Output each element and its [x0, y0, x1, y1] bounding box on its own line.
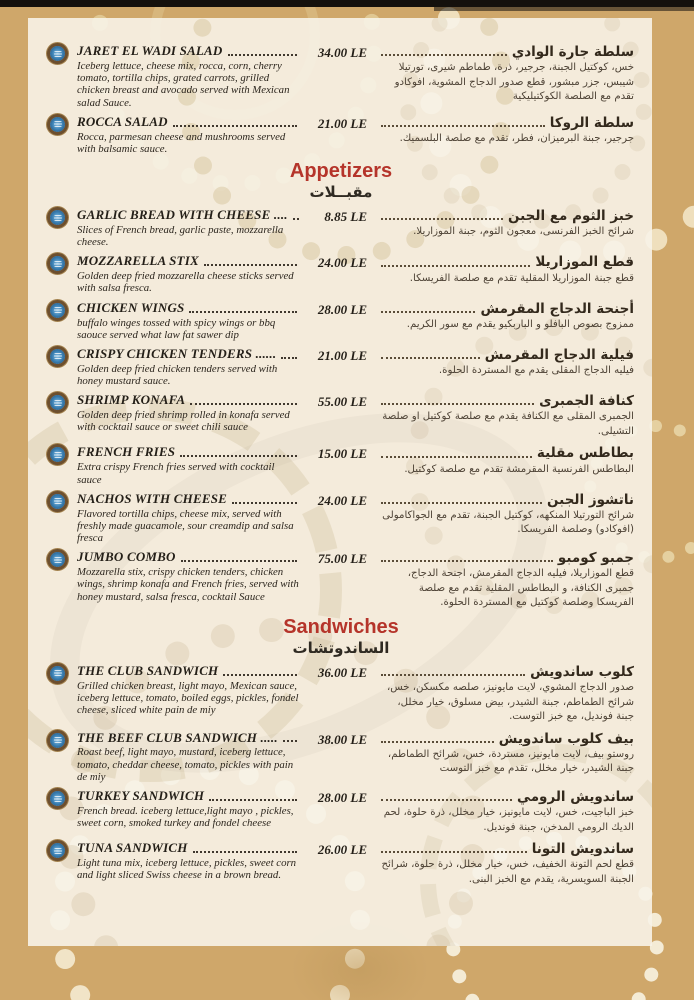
item-title-row — [77, 393, 299, 408]
menu-content — [40, 44, 642, 887]
item-desc-en: Flavored tortilla chips, cheese mix, served with freshly made guacamole, sour creamdip and salsa fresca — [77, 507, 294, 545]
item-title-en: THE BEEF CLUB SANDWICH ..... — [77, 729, 278, 745]
item-title-row — [77, 254, 299, 269]
item-desc-ar: خس، كوكتيل الجبنة، جرجير، ذرة، طماطم شيرى، تورتيلا شيبس، جزر مبشور، قطع صدور الدجاج المشوية، افوكادو تقدم مع الصلصة الكوكتيليكية — [394, 62, 634, 103]
dot-leader — [381, 265, 530, 267]
item-arabic-block — [369, 664, 642, 725]
dot-leader — [180, 455, 297, 457]
item-arabic-block — [369, 347, 642, 379]
brand-medallion-icon — [50, 791, 65, 806]
item-title-row — [379, 492, 634, 508]
item-title-en: FRENCH FRIES — [77, 444, 176, 460]
item-price: 8.85 LE — [324, 209, 367, 224]
dot-leader — [181, 560, 297, 562]
item-desc-en: Grilled chicken breast, light mayo, Mexican sauce, iceberg lettuce, tomato, boiled eggs, pickles, fondel cheese, sliced white pain de miy — [77, 679, 299, 717]
item-desc-ar: شرائح التورتيلا المنكهه، كوكتيل الجبنة، تقدم مع الجواكامولى (افوكادو) وصلصة الفريسكا. — [382, 509, 634, 536]
item-desc-ar: فيليه الدجاج المقلى يقدم مع المستردة الحلوة. — [438, 365, 634, 377]
menu-item — [40, 393, 642, 439]
dot-leader — [381, 311, 475, 313]
item-desc-en: Roast beef, light mayo, mustard, iceberg lettuce, tomato, cheddar cheese, tomato, pickles with pain de miy — [77, 746, 294, 783]
item-title-en: THE CLUB SANDWICH — [77, 662, 219, 678]
item-desc-en: Mozzarella stix, crispy chicken tenders, chicken wings, shrimp konafa and French fries, served with honey mustard, salsa fresca, cocktail Sauce — [77, 566, 299, 603]
item-title-row — [77, 492, 299, 507]
medallion-detail — [54, 215, 62, 221]
item-title-row — [379, 841, 634, 857]
item-title-en: MOZZARELLA STIX — [77, 253, 199, 269]
menu-paper — [28, 18, 652, 946]
item-title-row — [379, 208, 634, 224]
item-english-block — [77, 208, 299, 248]
item-title-row — [77, 841, 299, 856]
brand-medallion-icon — [50, 46, 65, 61]
dot-leader — [381, 674, 525, 676]
item-title-row — [379, 550, 634, 566]
menu-item — [40, 44, 642, 109]
menu-item — [40, 664, 642, 725]
item-price: 15.00 LE — [317, 446, 367, 462]
item-title-ar: ناتشوز الجبن — [547, 491, 634, 508]
menu-item — [40, 841, 642, 887]
item-english-block — [77, 789, 299, 829]
item-arabic-block — [369, 550, 642, 611]
section-header-sandwiches — [40, 617, 642, 657]
brand-medallion-icon — [50, 447, 65, 462]
brand-medallion-icon — [50, 843, 65, 858]
scan-edge-shadow — [434, 7, 694, 11]
item-title-row — [379, 301, 634, 317]
medallion-detail — [54, 498, 62, 504]
item-title-row — [379, 664, 634, 680]
item-title-ar: سلطة جارة الوادي — [511, 44, 634, 60]
item-title-en: NACHOS WITH CHEESE — [77, 490, 228, 506]
item-desc-en: buffalo winges tossed with spicy wings or bbq saouce served what law fat sawer dip — [77, 316, 276, 341]
item-title-row — [77, 115, 299, 130]
brand-medallion-icon — [50, 303, 65, 318]
item-title-ar: ساندويش التونا — [531, 841, 634, 858]
item-title-row — [379, 115, 634, 131]
item-title-row — [379, 445, 634, 461]
item-title-row — [77, 731, 299, 746]
medallion-detail — [54, 353, 62, 359]
dot-leader — [193, 851, 297, 853]
item-title-en: TUNA SANDWICH — [77, 840, 188, 856]
dot-leader — [190, 403, 297, 405]
item-title-ar: جمبو كومبو — [557, 550, 634, 567]
item-title-row — [77, 301, 299, 316]
item-title-en: JUMBO COMBO — [77, 549, 176, 565]
item-desc-en: Rocca, parmesan cheese and mushrooms served with balsamic sauce. — [77, 130, 286, 155]
menu-item — [40, 492, 642, 545]
item-arabic-block — [369, 731, 642, 777]
item-arabic-block — [369, 254, 642, 286]
item-desc-ar: قطع جبنة الموزاريلا المقلية تقدم مع صلصة الفريسكا. — [409, 272, 634, 284]
dot-leader — [204, 264, 297, 266]
item-desc-ar: الجمبرى المقلى مع الكنافة يقدم مع صلصة كوكتيل او صلصة التشيلى. — [382, 411, 634, 437]
dot-leader — [381, 799, 512, 801]
item-title-en: JARET EL WADI SALAD — [77, 43, 223, 58]
item-title-row — [77, 789, 299, 804]
item-arabic-block — [369, 445, 642, 477]
item-english-block — [77, 115, 299, 155]
menu-item — [40, 445, 642, 485]
item-title-row — [379, 731, 634, 747]
item-arabic-block — [369, 44, 642, 105]
medallion-detail — [54, 737, 62, 743]
item-desc-ar: قطع الموزاريلا، فيليه الدجاج المقرمش، اجنحة الدجاج، جمبرى الكنافة، و البطاطس المقلية تقدم مع صلصة الفريسكا وصلصة كوكتيل مع المستردة الحلوة. — [407, 568, 634, 609]
item-title-ar: فيلية الدجاج المقرمش — [484, 346, 634, 363]
brand-medallion-icon — [50, 494, 65, 509]
item-desc-ar: قطع لحم التونة الخفيف، خس، خيار مخلل، ذرة حلوة، شرائح الجبنة السويسرية، يقدم مع الخبز البنى. — [381, 859, 634, 885]
menu-item — [40, 115, 642, 155]
scan-edge-shadow — [0, 0, 694, 7]
brand-medallion-icon — [50, 349, 65, 364]
menu-item — [40, 347, 642, 387]
item-price: 55.00 LE — [317, 394, 367, 410]
dot-leader — [381, 851, 527, 853]
item-title-en: GARLIC BREAD WITH CHEESE .... — [77, 207, 288, 222]
item-title-row — [77, 550, 299, 565]
item-english-block — [77, 492, 299, 545]
item-arabic-block — [369, 393, 642, 439]
dot-leader — [381, 560, 553, 562]
dot-leader — [189, 311, 297, 313]
menu-item — [40, 789, 642, 835]
item-price: 28.00 LE — [317, 301, 367, 317]
item-title-row — [77, 445, 299, 460]
item-desc-en: Golden deep fried chicken tenders served with honey mustard sauce. — [77, 362, 278, 388]
item-price: 28.00 LE — [317, 790, 367, 805]
item-title-row — [77, 347, 299, 362]
item-title-en: CRISPY CHICKEN TENDERS ...... — [77, 345, 277, 361]
section-title-en: Appetizers — [289, 160, 393, 182]
item-desc-ar: صدور الدجاج المشوي، لايت مايونيز، صلصه مكسكن، خس، شرائح الطماطم، جبنة الشيدر، بيض مسلوق، خيار مخلل، جبنة فونديل، مع خبز التوست. — [386, 682, 634, 723]
menu-item — [40, 731, 642, 784]
menu-item — [40, 254, 642, 294]
item-title-ar: خبز الثوم مع الجبن — [508, 208, 634, 224]
item-desc-ar: ممزوج بصوص البافلو و الباربكيو يقدم مع سور الكريم. — [406, 318, 634, 330]
medallion-detail — [54, 51, 62, 57]
menu-item — [40, 208, 642, 248]
item-arabic-block — [369, 492, 642, 538]
medallion-detail — [54, 452, 62, 458]
item-title-row — [379, 393, 634, 409]
item-title-en: CHICKEN WINGS — [77, 299, 185, 315]
item-arabic-block — [369, 208, 642, 240]
item-title-row — [379, 254, 634, 270]
item-price: 24.00 LE — [317, 492, 367, 508]
item-price: 21.00 LE — [317, 115, 367, 131]
item-title-ar: ساندويش الرومي — [517, 789, 634, 805]
item-english-block — [77, 44, 299, 109]
dot-leader — [223, 674, 297, 676]
item-title-en: ROCCA SALAD — [77, 113, 168, 129]
dot-leader — [381, 218, 503, 220]
item-english-block — [77, 664, 299, 717]
dot-leader — [381, 125, 545, 127]
brand-medallion-icon — [50, 210, 65, 225]
brand-medallion-icon — [50, 552, 65, 567]
item-price: 24.00 LE — [317, 255, 367, 271]
medallion-detail — [54, 261, 62, 267]
dot-leader — [381, 54, 507, 56]
brand-medallion-icon — [50, 256, 65, 271]
item-title-ar: كنافة الجمبرى — [539, 393, 634, 410]
item-price: 21.00 LE — [317, 347, 367, 363]
menu-item — [40, 301, 642, 341]
item-english-block — [77, 301, 299, 341]
item-desc-en: Iceberg lettuce, cheese mix, rocca, corn, cherry tomato, tortilla chips, grated carrots, grilled chicken breast and avocado served with Mexican salad Sauce. — [77, 59, 290, 109]
dot-leader — [381, 456, 532, 458]
item-title-en: SHRIMP KONAFA — [77, 392, 186, 408]
dot-leader — [173, 125, 297, 127]
section-header-appetizers — [40, 161, 642, 201]
brand-medallion-icon — [50, 666, 65, 681]
dot-leader — [228, 54, 297, 56]
item-desc-ar: جرجير، جبنة البرميزان، فطر، تقدم مع صلصة البلسميك. — [399, 132, 634, 144]
item-desc-ar: البطاطس الفرنسية المقرمشة تقدم مع صلصة كوكتيل. — [404, 463, 634, 475]
item-arabic-block — [369, 841, 642, 887]
item-english-block — [77, 347, 299, 387]
item-english-block — [77, 731, 299, 784]
item-desc-en: Golden deep fried mozzarella cheese sticks served with salsa fresca. — [77, 270, 294, 295]
item-price: 36.00 LE — [317, 664, 367, 680]
item-english-block — [77, 550, 299, 603]
medallion-detail — [54, 557, 62, 563]
item-desc-en: Light tuna mix, iceberg lettuce, pickles, sweet corn and light sliced Swiss cheese in a brown bread. — [77, 857, 297, 882]
item-title-row — [379, 347, 634, 363]
item-arabic-block — [369, 301, 642, 333]
brand-medallion-icon — [50, 733, 65, 748]
item-title-row — [77, 44, 299, 59]
item-desc-ar: شرائح الخبز الفرنسى، معجون الثوم، جبنة الموزاريلا. — [413, 226, 634, 238]
item-price: 75.00 LE — [317, 551, 367, 567]
dot-leader — [381, 741, 494, 743]
medallion-detail — [54, 670, 62, 676]
item-arabic-block — [369, 789, 642, 835]
section-title-en: Sandwiches — [283, 615, 399, 638]
item-desc-en: French bread. iceberg lettuce,light mayo , pickles, sweet corn, smoked turkey and fondel cheese — [77, 804, 294, 830]
item-english-block — [77, 393, 299, 433]
dot-leader — [293, 218, 299, 220]
item-title-row — [379, 44, 634, 60]
item-english-block — [77, 841, 299, 881]
item-price: 38.00 LE — [317, 731, 367, 747]
item-arabic-block — [369, 115, 642, 147]
dot-leader — [281, 357, 297, 359]
item-price: 26.00 LE — [317, 842, 367, 858]
menu-item — [40, 550, 642, 611]
medallion-detail — [54, 848, 62, 854]
item-title-ar: قطع الموزاريلا — [535, 254, 634, 271]
medallion-detail — [54, 796, 62, 802]
brand-medallion-icon — [50, 117, 65, 132]
section-title-ar: الساندوتشات — [292, 638, 390, 657]
item-title-row — [77, 664, 299, 679]
item-english-block — [77, 254, 299, 294]
dot-leader — [209, 799, 297, 801]
item-title-ar: بطاطس مقلية — [536, 445, 634, 462]
dot-leader — [381, 357, 480, 359]
medallion-detail — [54, 121, 62, 127]
item-title-ar: كلوب ساندويش — [530, 663, 634, 680]
item-desc-en: Extra crispy French fries served with cocktail sauce — [77, 461, 275, 486]
dot-leader — [283, 740, 297, 742]
medallion-detail — [54, 400, 62, 406]
item-title-ar: أجنحة الدجاج المقرمش — [480, 300, 634, 317]
dot-leader — [232, 502, 297, 504]
item-price: 34.00 LE — [317, 45, 367, 60]
item-title-ar: سلطة الروكا — [549, 114, 634, 131]
dot-leader — [381, 403, 534, 405]
item-title-ar: بيف كلوب ساندويش — [498, 730, 634, 747]
dot-leader — [381, 502, 542, 504]
brand-medallion-icon — [50, 395, 65, 410]
item-english-block — [77, 445, 299, 485]
medallion-detail — [54, 307, 62, 313]
item-title-row — [379, 789, 634, 805]
item-desc-ar: روستو بيف، لايت مايونيز، مستردة، خس، شرائح الطماطم، جبنة الشيدر، خيار مخلل، تقدم مع خبز التوست — [387, 748, 634, 775]
item-title-en: TURKEY SANDWICH — [77, 788, 205, 803]
item-desc-en: Golden deep fried shrimp rolled in konafa served with cocktail sauce or sweet chili sauce — [77, 409, 290, 434]
item-desc-ar: خبز الباجيت، خس، لايت مايونيز، خيار مخلل، ذرة حلوة، لحم الديك الرومي المدخن، جبنة فونديل. — [383, 807, 634, 833]
item-title-row — [77, 208, 299, 223]
item-desc-en: Slices of French bread, garlic paste, mozzarella cheese. — [77, 223, 284, 249]
section-title-ar: مقبــلات — [309, 183, 373, 201]
